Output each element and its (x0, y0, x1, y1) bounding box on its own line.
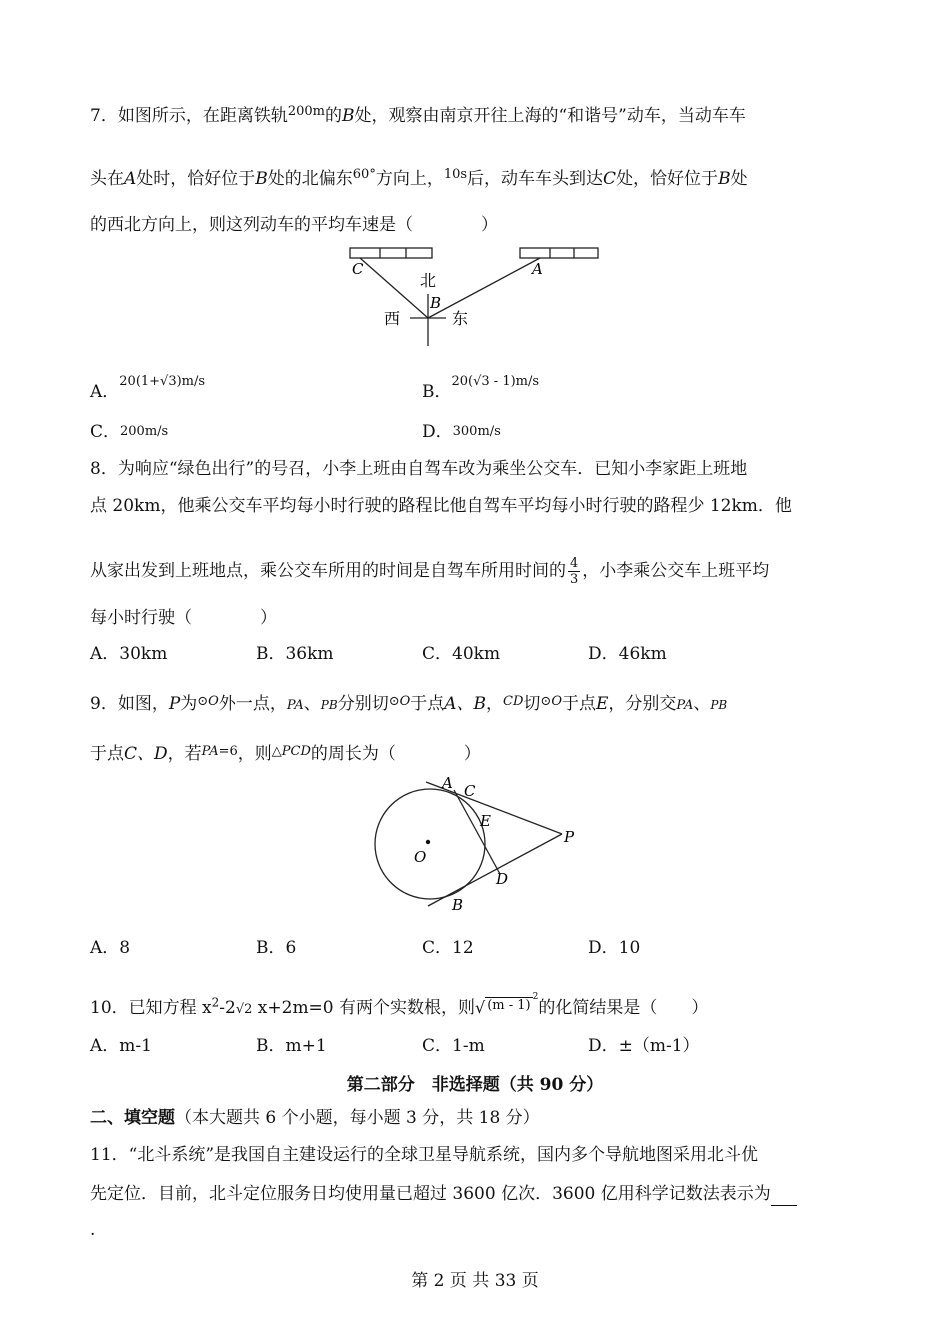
q7-option-d[interactable]: D．300m/s (422, 422, 501, 442)
svg-text:A: A (442, 774, 453, 792)
svg-text:D: D (496, 870, 509, 888)
q8-line3: 从家出发到上班地点，乘公交车所用的时间是自驾车所用时间的 $\frac{4}{3}$ ，小李乘公交车上班平均 (90, 556, 770, 587)
tangent-PB (428, 834, 562, 906)
q7-line2: 头在A处时，恰好位于B处的北偏东$^{60^\circ}$方向上，$^{10s}$后，动车车头到达C处，恰好位于B处 (90, 167, 748, 189)
answer-blank[interactable] (771, 1187, 797, 1206)
svg-text:E: E (480, 812, 491, 830)
q8-option-c[interactable]: C．40km (422, 644, 501, 664)
q11-line1: 11．“北斗系统”是我国自主建设运行的全球卫星导航系统，国内多个导航地图采用北斗优 (90, 1145, 759, 1165)
q7-option-a[interactable]: A．$^{20(1+√3)m/s}$ (90, 374, 206, 402)
q9-line1: 9．如图，P为$^{⊙O}$外一点，PA、PB分别切$^{⊙O}$于点A、B，$^{CD}$切$^{⊙O}$于点E，分别交PA、PB (90, 694, 728, 714)
q8-option-b[interactable]: B．36km (256, 644, 334, 664)
label-west: 西 (384, 309, 401, 328)
q8-line2: 点 20km，他乘公交车平均每小时行驶的路程比他自驾车平均每小时行驶的路程少 12km．他 (90, 496, 792, 516)
track-left (350, 248, 432, 258)
svg-text:O: O (414, 848, 427, 866)
q9-option-b[interactable]: B．6 (256, 938, 297, 958)
q10-line1: 10．已知方程 $x^2-2√2$ x+2m=0 有两个实数根，则√ $^{(m - 1)2}$的化简结果是（ ） (90, 992, 709, 1018)
svg-text:B: B (452, 896, 464, 914)
q11-line3: . (90, 1220, 96, 1240)
q8-option-a[interactable]: A．30km (90, 644, 168, 664)
q8-line4: 每小时行驶（ ） (90, 608, 277, 628)
q7-figure (340, 242, 610, 348)
q10-option-a[interactable]: A．m-1 (90, 1036, 152, 1056)
q9-option-c[interactable]: C．12 (422, 938, 474, 958)
fraction-4-3: $\frac{4}{3}$ (570, 556, 579, 587)
part2-heading: 第二部分 非选择题（共 90 分） (346, 1075, 604, 1095)
q8-option-d[interactable]: D．46km (588, 644, 667, 664)
center-point-O (426, 840, 430, 844)
page-footer: 第 2 页 共 33 页 (411, 1271, 539, 1291)
label-C: C (352, 260, 364, 278)
label-east: 东 (452, 309, 469, 328)
track-right (520, 248, 598, 258)
label-north: 北 (420, 271, 437, 290)
q11-line2: 先定位．目前，北斗定位服务日均使用量已超过 3600 亿次．3600 亿用科学记数法表示为 (90, 1182, 797, 1206)
q10-option-d[interactable]: D．±（m-1） (588, 1036, 700, 1056)
label-B: B (430, 294, 442, 312)
svg-text:C: C (464, 782, 476, 800)
q7-option-b[interactable]: B．$^{20(√3 - 1)m/s}$ (422, 374, 540, 402)
q9-option-a[interactable]: A．8 (90, 938, 131, 958)
q7-line3: 的西北方向上，则这列动车的平均车速是（ ） (90, 215, 498, 235)
q9-figure (368, 770, 588, 918)
q10-option-b[interactable]: B．m+1 (256, 1036, 327, 1056)
tangent-CD (454, 790, 500, 874)
radical-expression: √ (475, 998, 486, 1017)
q8-line1: 8．为响应“绿色出行”的号召，小李上班由自驾车改为乘坐公交车．已知小李家距上班地 (90, 459, 748, 479)
q9-option-d[interactable]: D．10 (588, 938, 641, 958)
q7-line1: 7．如图所示，在距离铁轨$^{200m}$的B处，观察由南京开往上海的“和谐号”动车，当动车车 (90, 104, 746, 126)
q7-option-c[interactable]: C．200m/s (90, 422, 169, 442)
svg-text:P: P (564, 828, 575, 846)
circle-O (375, 789, 485, 899)
line-AB (428, 258, 540, 318)
q9-line2: 于点C、D，若$^{PA=6}$，则$^{\triangle PCD}$的周长为（ ） (90, 744, 481, 764)
q10-option-c[interactable]: C．1-m (422, 1036, 485, 1056)
section2-heading: 二、填空题（本大题共 6 个小题，每小题 3 分，共 18 分） (90, 1108, 540, 1128)
label-A: A (532, 260, 543, 278)
